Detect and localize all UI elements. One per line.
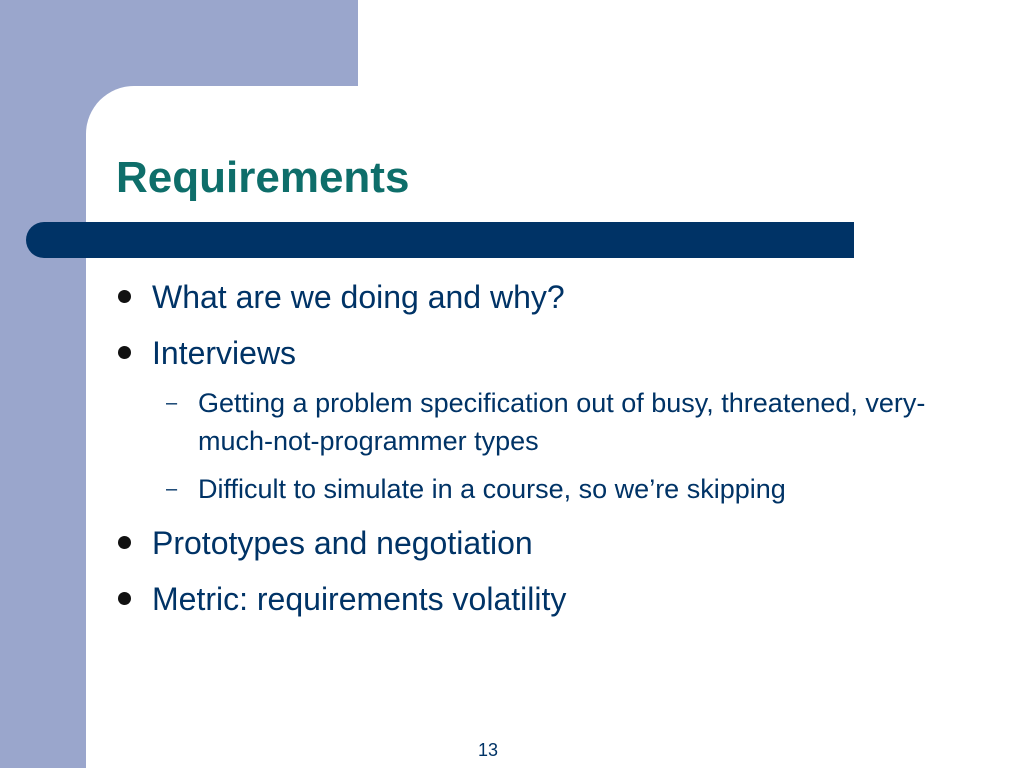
bullet-item	[112, 276, 992, 318]
bullet-text: What are we doing and why?	[152, 279, 565, 315]
sub-bullet-text: Getting a problem specification out of busy, threatened, very-much-not-programmer types	[198, 388, 926, 456]
bullet-icon	[118, 346, 131, 359]
title-underline-bar	[26, 222, 854, 258]
bullet-item	[112, 332, 992, 508]
bullet-list	[112, 276, 992, 634]
dash-icon: –	[166, 392, 178, 414]
bullet-text: Interviews	[152, 335, 297, 371]
sub-bullet-list	[152, 384, 992, 508]
sub-bullet-item	[152, 384, 958, 460]
top-decor-band	[0, 0, 358, 86]
dash-icon: –	[166, 478, 178, 500]
bullet-text: Prototypes and negotiation	[152, 525, 533, 561]
slide-title: Requirements	[116, 153, 410, 202]
sub-bullet-text: Difficult to simulate in a course, so we’re skipping	[198, 474, 786, 504]
side-decor-band	[0, 0, 86, 768]
bullet-text: Metric: requirements volatility	[152, 581, 567, 617]
bullet-item	[112, 578, 992, 620]
sub-bullet-item	[152, 470, 958, 508]
bullet-icon	[118, 536, 131, 549]
page-number: 13	[478, 740, 499, 760]
bullet-icon	[118, 592, 131, 605]
bullet-item	[112, 522, 992, 564]
bullet-icon	[118, 290, 131, 303]
